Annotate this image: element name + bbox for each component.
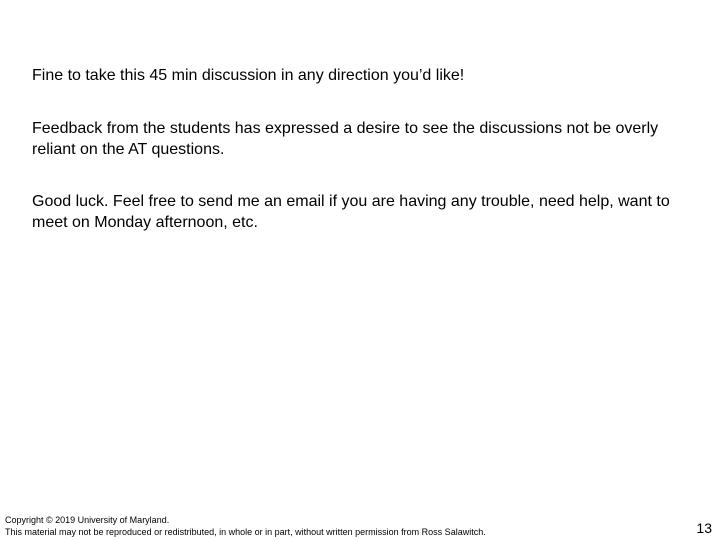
reproduction-notice: This material may not be reproduced or redistributed, in whole or in part, without written permission from Ross Salawitch. [5, 527, 486, 537]
note-paragraph-1: Fine to take this 45 min discussion in any direction you’d like! [32, 67, 465, 84]
copyright-footer [5, 514, 486, 538]
page-number: 13 [696, 520, 712, 536]
note-paragraph-2: Feedback from the students has expressed a desire to see the discussions not be overly reliant on the AT questions. [32, 120, 659, 158]
copyright-line: Copyright © 2019 University of Maryland. [5, 515, 170, 525]
note-paragraph-3: Good luck. Feel free to send me an email if you are having any trouble, need help, want to meet on Monday afternoon, etc. [32, 193, 670, 231]
